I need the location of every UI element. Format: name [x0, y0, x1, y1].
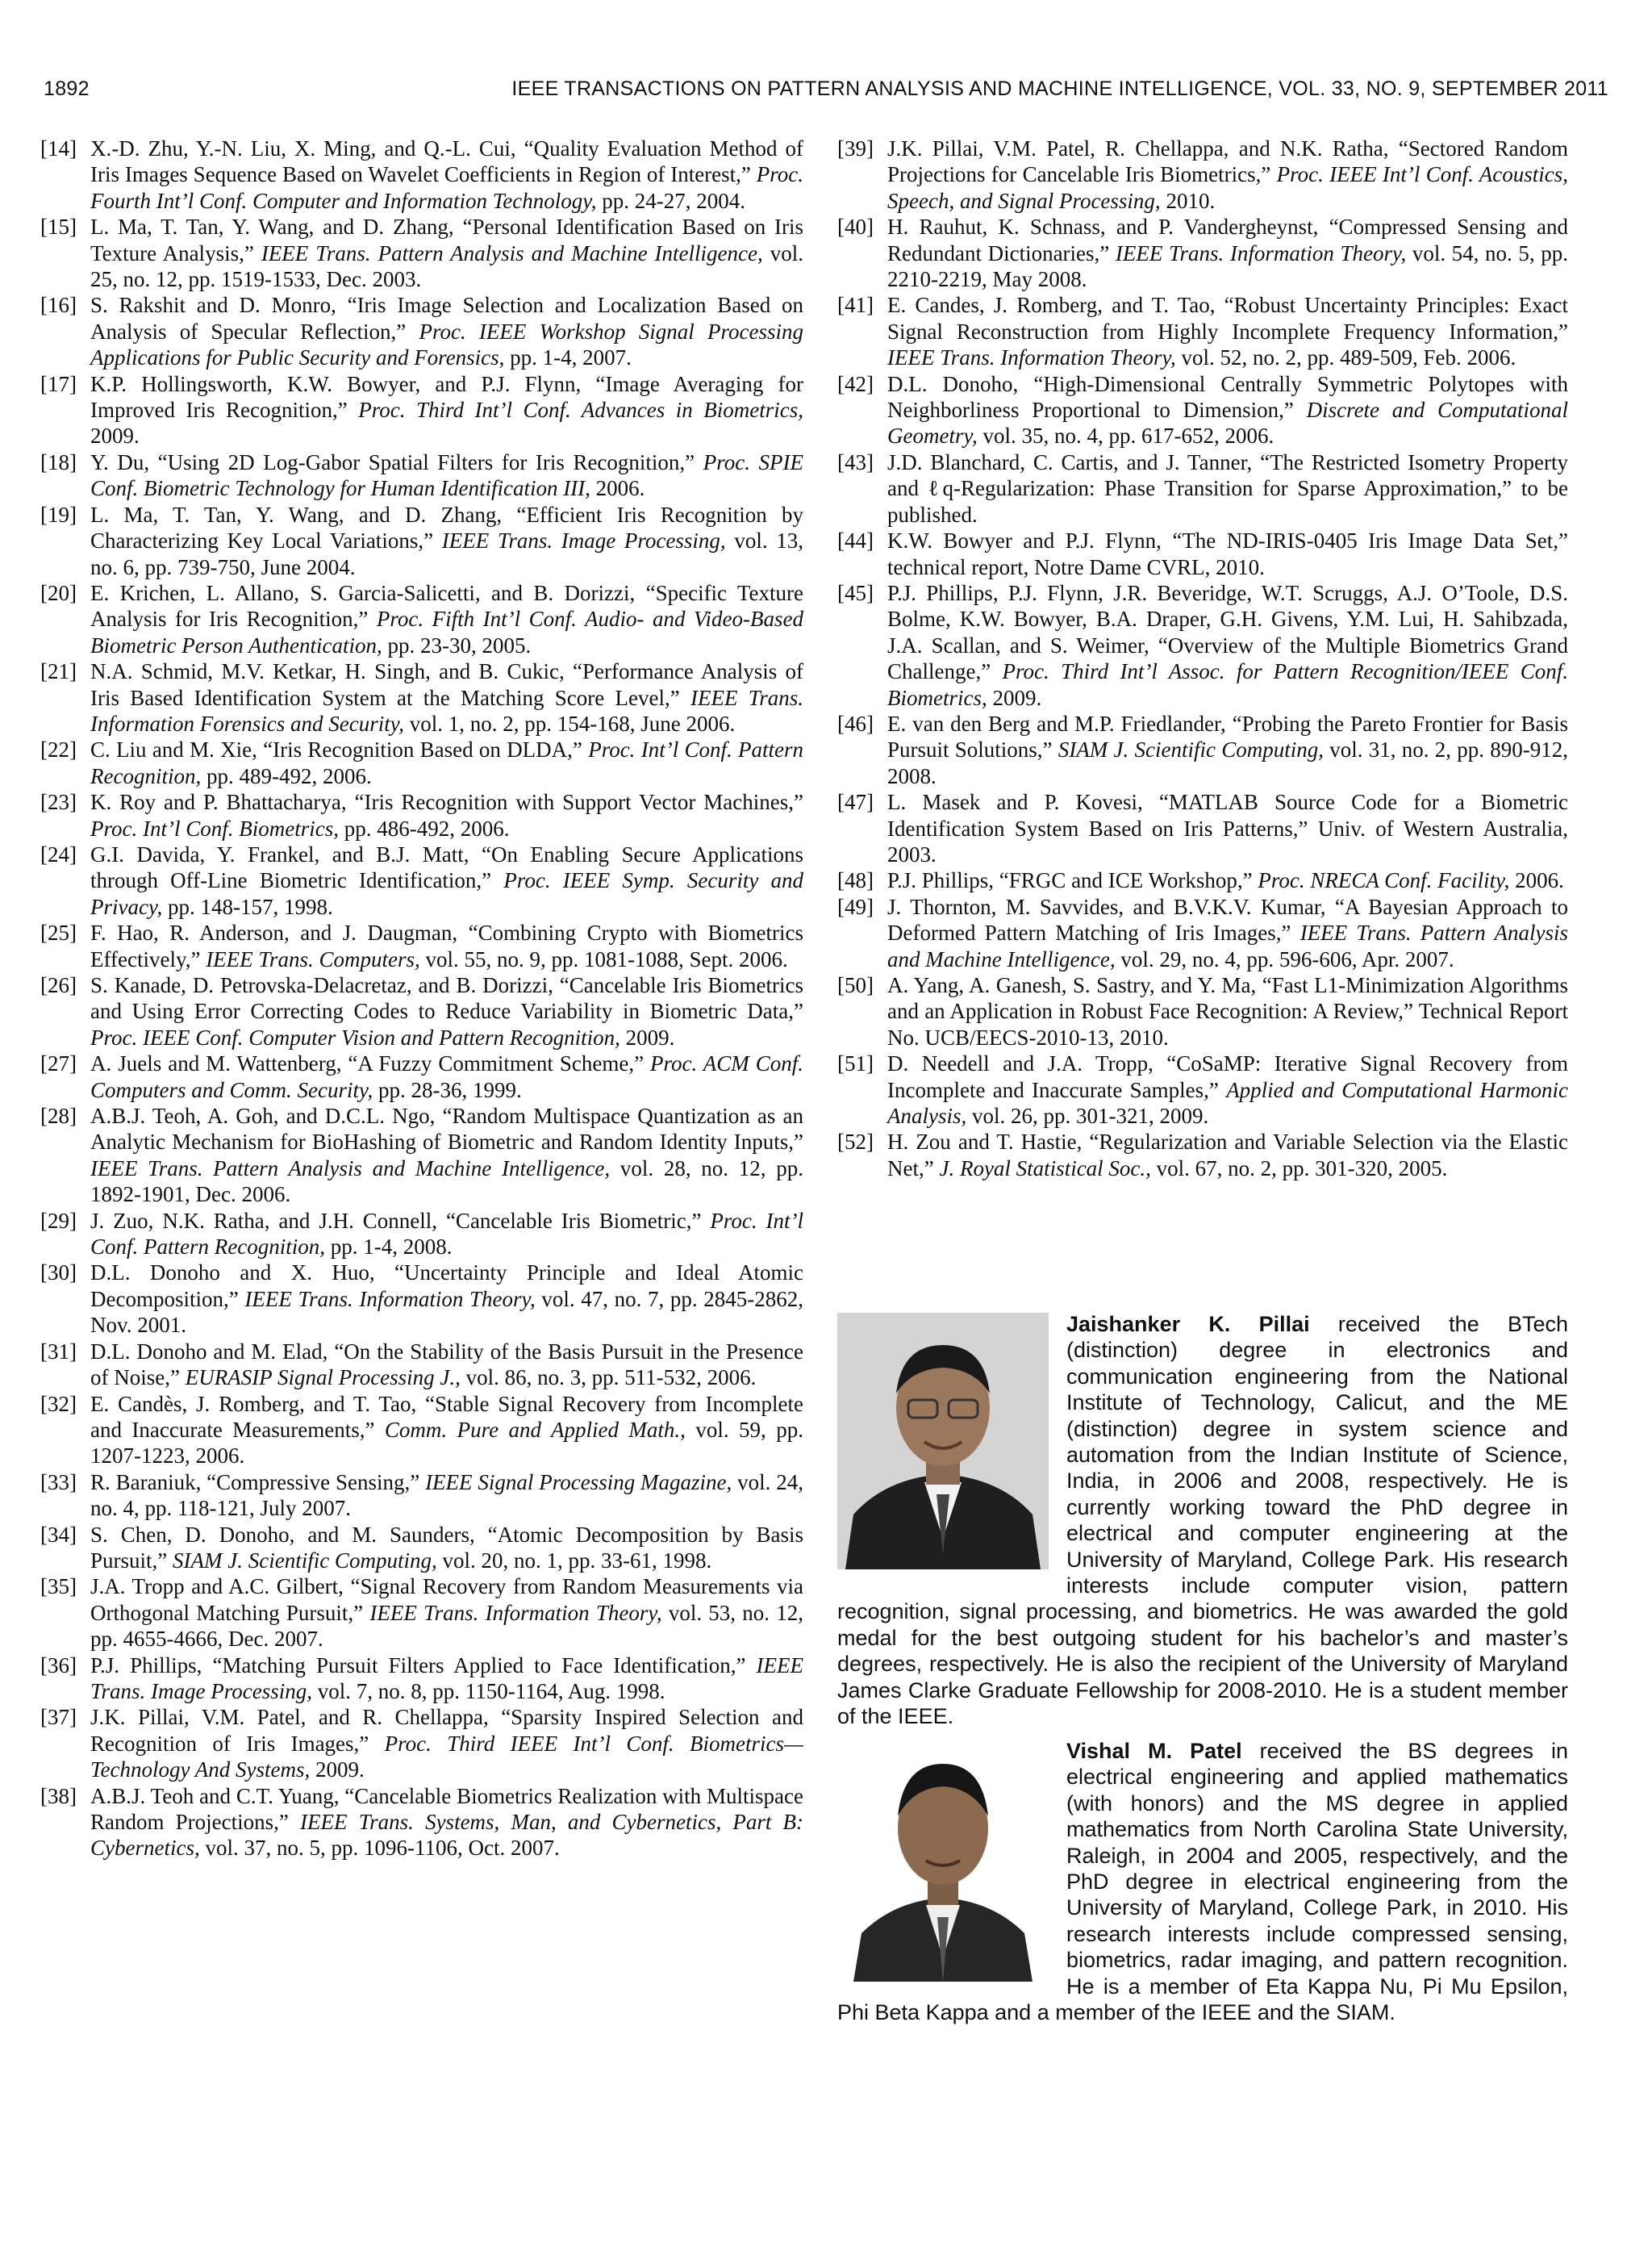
- reference-venue: IEEE Trans. Information Forensics and Security,: [90, 685, 803, 736]
- reference-venue: Proc. IEEE Conf. Computer Vision and Pattern Recognition,: [90, 1025, 620, 1050]
- reference-venue: Proc. NRECA Conf. Facility,: [1258, 868, 1510, 893]
- reference-number: [33]: [40, 1469, 77, 1494]
- reference-text: J. Thornton, M. Savvides, and B.V.K.V. Kumar, “A Bayesian Approach to Deformed Pattern Matching of Iris Images,”: [887, 894, 1568, 946]
- reference-text: E. Candes, J. Romberg, and T. Tao, “Robust Uncertainty Principles: Exact Signal Reconstruction from Highly Incomplete Frequency Information,”: [887, 293, 1568, 344]
- reference-details: vol. 28, no. 12, pp. 1892-1901, Dec. 2006.: [90, 1155, 803, 1207]
- reference-venue: Applied and Computational Harmonic Analysis,: [887, 1077, 1569, 1129]
- reference-number: [29]: [40, 1208, 77, 1233]
- reference-text: H. Zou and T. Hastie, “Regularization and Variable Selection via the Elastic Net,”: [887, 1130, 1568, 1180]
- reference-entry: [837, 1051, 1568, 1129]
- references-left-column: [40, 136, 803, 1861]
- reference-number: [21]: [40, 659, 77, 684]
- reference-entry: [837, 1129, 1568, 1181]
- reference-number: [49]: [837, 894, 874, 919]
- reference-number: [41]: [837, 293, 874, 318]
- reference-details: vol. 37, no. 5, pp. 1096-1106, Oct. 2007.: [199, 1836, 560, 1861]
- reference-details: vol. 59, pp. 1207-1223, 2006.: [90, 1417, 803, 1468]
- reference-text: D.L. Donoho, “High-Dimensional Centrally Symmetric Polytopes with Neighborliness Proportional to Dimension,”: [887, 371, 1568, 423]
- reference-text: A.B.J. Teoh, A. Goh, and D.C.L. Ngo, “Random Multispace Quantization as an Analytic Mechanism for BioHashing of Biometric and Random Identity Inputs,”: [90, 1104, 803, 1155]
- bio-patel: [837, 1738, 1568, 2025]
- reference-text: Y. Du, “Using 2D Log-Gabor Spatial Filters for Iris Recognition,”: [90, 449, 703, 474]
- reference-venue: IEEE Trans. Systems, Man, and Cybernetics, Part B: Cybernetics,: [90, 1810, 803, 1861]
- reference-entry: [40, 214, 803, 292]
- reference-number: [28]: [40, 1104, 77, 1129]
- reference-venue: Proc. IEEE Symp. Security and Privacy,: [90, 868, 803, 919]
- reference-number: [47]: [837, 790, 874, 815]
- page-number: 1892: [44, 77, 90, 100]
- reference-entry: [40, 1208, 803, 1260]
- reference-text: X.-D. Zhu, Y.-N. Liu, X. Ming, and Q.-L. Cui, “Quality Evaluation Method of Iris Images Sequence Based on Wavelet Coefficients in Region of Interest,”: [90, 136, 803, 187]
- reference-details: vol. 55, no. 9, pp. 1081-1088, Sept. 2006.: [419, 946, 788, 971]
- reference-entry: [40, 789, 803, 842]
- reference-venue: IEEE Trans. Pattern Analysis and Machine Intelligence,: [887, 921, 1568, 971]
- reference-entry: [837, 711, 1568, 789]
- reference-details: vol. 26, pp. 301-321, 2009.: [966, 1104, 1209, 1129]
- reference-text: S. Kanade, D. Petrovska-Delacretaz, and B. Dorizzi, “Cancelable Iris Biometrics and Using Error Correcting Codes to Reduce Variability in Biometric Data,”: [90, 973, 803, 1024]
- reference-details: 2009.: [310, 1757, 365, 1782]
- reference-text: A. Juels and M. Wattenberg, “A Fuzzy Commitment Scheme,”: [90, 1051, 651, 1076]
- reference-number: [32]: [40, 1391, 77, 1416]
- reference-details: 2006.: [590, 476, 645, 501]
- reference-details: vol. 47, no. 7, pp. 2845-2862, Nov. 2001.: [90, 1286, 804, 1338]
- reference-venue: Proc. Third Int’l Assoc. for Pattern Recognition/IEEE Conf. Biometrics,: [887, 659, 1568, 710]
- reference-venue: Proc. IEEE Int’l Conf. Acoustics, Speech, and Signal Processing,: [887, 162, 1568, 213]
- reference-number: [30]: [40, 1260, 77, 1285]
- reference-details: vol. 13, no. 6, pp. 739-750, June 2004.: [90, 528, 803, 579]
- reference-text: J. Zuo, N.K. Ratha, and J.H. Connell, “Cancelable Iris Biometric,”: [90, 1208, 711, 1233]
- reference-entry: [40, 1051, 803, 1103]
- reference-number: [44]: [837, 528, 874, 554]
- author-name-patel: Vishal M. Patel: [1066, 1739, 1242, 1763]
- reference-entry: [40, 1339, 803, 1391]
- reference-number: [50]: [837, 973, 874, 997]
- reference-details: 2010.: [1160, 188, 1216, 213]
- reference-number: [17]: [40, 371, 77, 396]
- reference-text: E. Krichen, L. Allano, S. Garcia-Salicetti, and B. Dorizzi, “Specific Texture Analysis for Iris Recognition,”: [90, 580, 803, 632]
- reference-entry: [40, 920, 803, 972]
- reference-venue: Proc. Int’l Conf. Pattern Recognition,: [90, 737, 804, 788]
- reference-entry: [837, 972, 1568, 1051]
- reference-number: [46]: [837, 711, 874, 736]
- reference-venue: SIAM J. Scientific Computing,: [1058, 737, 1324, 762]
- reference-text: J.K. Pillai, V.M. Patel, and R. Chellappa, “Sparsity Inspired Selection and Recognition of Iris Images,”: [90, 1705, 803, 1756]
- reference-details: vol. 20, no. 1, pp. 33-61, 1998.: [436, 1548, 712, 1573]
- reference-text: E. Candès, J. Romberg, and T. Tao, “Stable Signal Recovery from Incomplete and Inaccurate Measurements,”: [90, 1391, 803, 1442]
- reference-number: [38]: [40, 1783, 77, 1808]
- reference-number: [15]: [40, 215, 77, 240]
- reference-venue: Proc. ACM Conf. Computers and Comm. Security,: [90, 1051, 804, 1102]
- reference-entry: [40, 1260, 803, 1338]
- reference-venue: Proc. Int’l Conf. Biometrics,: [90, 816, 339, 841]
- reference-number: [40]: [837, 215, 874, 240]
- reference-number: [23]: [40, 790, 77, 815]
- reference-number: [22]: [40, 737, 77, 762]
- reference-number: [20]: [40, 580, 77, 605]
- reference-venue: Comm. Pure and Applied Math.,: [384, 1417, 686, 1442]
- reference-text: K.P. Hollingsworth, K.W. Bowyer, and P.J. Flynn, “Image Averaging for Improved Iris Recognition,”: [90, 371, 803, 423]
- reference-entry: [837, 371, 1568, 449]
- reference-text: J.A. Tropp and A.C. Gilbert, “Signal Recovery from Random Measurements via Orthogonal Matching Pursuit,”: [90, 1574, 803, 1625]
- reference-venue: Proc. SPIE Conf. Biometric Technology for Human Identification III,: [90, 449, 803, 501]
- reference-details: vol. 54, no. 5, pp. 2210-2219, May 2008.: [887, 240, 1568, 292]
- reference-text: S. Rakshit and D. Monro, “Iris Image Selection and Localization Based on Analysis of Specular Reflection,”: [90, 293, 803, 344]
- reference-text: E. van den Berg and M.P. Friedlander, “Probing the Pareto Frontier for Basis Pursuit Solutions,”: [887, 711, 1568, 762]
- reference-number: [27]: [40, 1051, 77, 1076]
- journal-header: IEEE TRANSACTIONS ON PATTERN ANALYSIS AND MACHINE INTELLIGENCE, VOL. 33, NO. 9, SEPTEMBER 2011: [511, 77, 1608, 100]
- reference-details: vol. 1, no. 2, pp. 154-168, June 2006.: [403, 711, 736, 736]
- reference-details: vol. 52, no. 2, pp. 489-509, Feb. 2006.: [1175, 345, 1516, 370]
- reference-details: pp. 1-4, 2007.: [504, 345, 632, 370]
- reference-text: P.J. Phillips, P.J. Flynn, J.R. Beveridge, W.T. Scruggs, A.J. O’Toole, D.S. Bolme, K.W. Bowyer, B.A. Draper, G.H. Givens, Y.M. Lui, H. Sahibzada, J.A. Scallan, and S. Weimer, “Overview of the Multiple Biometrics Grand Challenge,”: [887, 580, 1568, 684]
- reference-entry: [837, 136, 1568, 214]
- reference-entry: [40, 737, 803, 789]
- reference-text: L. Masek and P. Kovesi, “MATLAB Source Code for a Biometric Identification System Based on Iris Patterns,” Univ. of Western Australia, 2003.: [887, 790, 1568, 867]
- reference-details: 2009.: [620, 1025, 675, 1050]
- reference-text: R. Baraniuk, “Compressive Sensing,”: [90, 1469, 426, 1494]
- reference-entry: [40, 1573, 803, 1652]
- reference-venue: IEEE Trans. Information Theory,: [369, 1600, 662, 1625]
- references-right-column: [837, 136, 1568, 1181]
- reference-text: N.A. Schmid, M.V. Ketkar, H. Singh, and B. Cukic, “Performance Analysis of Iris Based Identification System at the Matching Score Level,”: [90, 659, 803, 710]
- reference-number: [43]: [837, 449, 874, 474]
- reference-number: [16]: [40, 293, 77, 318]
- bio-text-pillai: received the BTech (distinction) degree in electronics and communication engineering from the National Institute of Technology, Calicut, and the ME (distinction) degree in system science and automation from the Indian Institute of Science, India, in 2006 and 2008, respectively. He is currently working toward the PhD degree in electrical and computer engineering at the University of Maryland, College Park. His research interests include computer vision, pattern recognition, signal processing, and biometrics. He was awarded the gold medal for the best outgoing student for his bachelor’s and master’s degrees, respectively. He is also the recipient of the University of Maryland James Clarke Graduate Fellowship for 2008-2010. He is a student member of the IEEE.: [837, 1312, 1568, 1729]
- reference-venue: Proc. Third IEEE Int’l Conf. Biometrics—Technology And Systems,: [90, 1731, 803, 1782]
- reference-text: F. Hao, R. Anderson, and J. Daugman, “Combining Crypto with Biometrics Effectively,”: [90, 921, 803, 971]
- reference-details: pp. 486-492, 2006.: [338, 816, 510, 841]
- reference-text: C. Liu and M. Xie, “Iris Recognition Based on DLDA,”: [90, 737, 589, 762]
- reference-details: vol. 29, no. 4, pp. 596-606, Apr. 2007.: [1115, 946, 1454, 971]
- author-photo-patel: [837, 1740, 1049, 1982]
- reference-details: pp. 24-27, 2004.: [596, 188, 745, 213]
- reference-entry: [837, 894, 1568, 972]
- reference-text: K.W. Bowyer and P.J. Flynn, “The ND-IRIS-0405 Iris Image Data Set,” technical report, Notre Dame CVRL, 2010.: [887, 528, 1568, 579]
- reference-entry: [837, 292, 1568, 370]
- reference-number: [34]: [40, 1522, 77, 1547]
- reference-text: P.J. Phillips, “Matching Pursuit Filters Applied to Face Identification,”: [90, 1652, 757, 1677]
- reference-details: vol. 53, no. 12, pp. 4655-4666, Dec. 2007.: [90, 1600, 803, 1652]
- reference-entry: [40, 1522, 803, 1574]
- reference-number: [19]: [40, 502, 77, 527]
- reference-number: [25]: [40, 921, 77, 946]
- reference-text: J.K. Pillai, V.M. Patel, R. Chellappa, and N.K. Ratha, “Sectored Random Projections for Cancelable Iris Biometrics,”: [887, 136, 1568, 187]
- reference-text: S. Chen, D. Donoho, and M. Saunders, “Atomic Decomposition by Basis Pursuit,”: [90, 1522, 803, 1573]
- reference-venue: IEEE Trans. Information Theory,: [244, 1286, 536, 1311]
- reference-venue: IEEE Trans. Image Processing,: [90, 1652, 803, 1703]
- reference-venue: IEEE Trans. Information Theory,: [1115, 240, 1407, 265]
- reference-text: A. Yang, A. Ganesh, S. Sastry, and Y. Ma, “Fast L1-Minimization Algorithms and an Application in Robust Face Recognition: A Review,” Technical Report No. UCB/EECS-2010-13, 2010.: [887, 973, 1568, 1050]
- reference-venue: Discrete and Computational Geometry,: [887, 398, 1568, 449]
- reference-entry: [40, 136, 803, 214]
- reference-details: vol. 25, no. 12, pp. 1519-1533, Dec. 2003.: [90, 240, 804, 292]
- reference-number: [37]: [40, 1705, 77, 1730]
- author-photo-pillai: [837, 1313, 1049, 1569]
- reference-entry: [837, 449, 1568, 528]
- reference-text: J.D. Blanchard, C. Cartis, and J. Tanner, “The Restricted Isometry Property and ℓq-Regularization: Phase Transition for Sparse Approximation,” to be published.: [887, 449, 1568, 527]
- reference-entry: [40, 1469, 803, 1522]
- reference-venue: Proc. Int’l Conf. Pattern Recognition,: [90, 1208, 804, 1260]
- reference-number: [36]: [40, 1652, 77, 1677]
- reference-entry: [40, 1783, 803, 1861]
- reference-entry: [40, 1103, 803, 1208]
- reference-details: vol. 35, no. 4, pp. 617-652, 2006.: [977, 424, 1274, 449]
- reference-text: D.L. Donoho and X. Huo, “Uncertainty Principle and Ideal Atomic Decomposition,”: [90, 1260, 803, 1311]
- reference-venue: IEEE Trans. Computers,: [206, 946, 420, 971]
- reference-entry: [40, 580, 803, 658]
- reference-venue: IEEE Trans. Pattern Analysis and Machine Intelligence,: [261, 240, 763, 265]
- reference-number: [18]: [40, 449, 77, 474]
- reference-number: [24]: [40, 842, 77, 867]
- reference-venue: SIAM J. Scientific Computing,: [173, 1548, 437, 1573]
- reference-details: 2006.: [1509, 868, 1564, 893]
- reference-entry: [40, 1391, 803, 1469]
- reference-venue: Proc. IEEE Workshop Signal Processing Applications for Public Security and Forensics,: [90, 319, 803, 370]
- reference-entry: [40, 842, 803, 920]
- reference-text: P.J. Phillips, “FRGC and ICE Workshop,”: [887, 868, 1258, 893]
- reference-details: vol. 31, no. 2, pp. 890-912, 2008.: [887, 737, 1568, 788]
- reference-details: vol. 67, no. 2, pp. 301-320, 2005.: [1150, 1155, 1448, 1180]
- reference-venue: EURASIP Signal Processing J.,: [185, 1365, 461, 1390]
- reference-number: [48]: [837, 868, 874, 893]
- reference-details: vol. 86, no. 3, pp. 511-532, 2006.: [460, 1365, 757, 1390]
- reference-entry: [837, 867, 1568, 893]
- reference-number: [45]: [837, 580, 874, 605]
- reference-text: L. Ma, T. Tan, Y. Wang, and D. Zhang, “Efficient Iris Recognition by Characterizing Key Local Variations,”: [90, 502, 803, 554]
- reference-number: [14]: [40, 136, 77, 161]
- bio-pillai: [837, 1311, 1568, 1730]
- reference-number: [26]: [40, 973, 77, 997]
- reference-entry: [40, 502, 803, 580]
- reference-entry: [40, 292, 803, 370]
- reference-venue: IEEE Signal Processing Magazine,: [425, 1469, 732, 1494]
- reference-number: [42]: [837, 371, 874, 396]
- reference-entry: [40, 972, 803, 1051]
- bio-text-patel: received the BS degrees in electrical engineering and applied mathematics (with honors) and the MS degree in applied mathematics from North Carolina State University, Raleigh, in 2004 and 2005, respectively, and the PhD degree in electrical engineering from the University of Maryland, College Park, in 2010. His research interests include compressed sensing, biometrics, radar imaging, and pattern recognition. He is a member of Eta Kappa Nu, Pi Mu Epsilon, Phi Beta Kappa and a member of the IEEE and the SIAM.: [837, 1739, 1568, 2025]
- reference-text: D.L. Donoho and M. Elad, “On the Stability of the Basis Pursuit in the Presence of Noise,”: [90, 1339, 803, 1390]
- reference-entry: [837, 214, 1568, 292]
- reference-text: L. Ma, T. Tan, Y. Wang, and D. Zhang, “Personal Identification Based on Iris Texture Analysis,”: [90, 215, 803, 265]
- reference-text: D. Needell and J.A. Tropp, “CoSaMP: Iterative Signal Recovery from Incomplete and Inaccurate Samples,”: [887, 1051, 1568, 1102]
- reference-details: pp. 148-157, 1998.: [162, 894, 333, 919]
- reference-details: pp. 28-36, 1999.: [373, 1077, 522, 1102]
- reference-entry: [837, 580, 1568, 711]
- reference-venue: IEEE Trans. Image Processing,: [441, 528, 726, 554]
- reference-number: [39]: [837, 136, 874, 161]
- reference-text: G.I. Davida, Y. Frankel, and B.J. Matt, “On Enabling Secure Applications through Off-Line Biometric Identification,”: [90, 842, 803, 893]
- reference-entry: [837, 528, 1568, 580]
- reference-entry: [837, 789, 1568, 867]
- reference-entry: [40, 449, 803, 502]
- reference-number: [35]: [40, 1574, 77, 1599]
- reference-details: vol. 24, no. 4, pp. 118-121, July 2007.: [90, 1469, 803, 1521]
- reference-venue: IEEE Trans. Pattern Analysis and Machine Intelligence,: [90, 1155, 611, 1180]
- author-name-pillai: Jaishanker K. Pillai: [1066, 1312, 1310, 1336]
- reference-entry: [40, 1704, 803, 1782]
- reference-details: pp. 489-492, 2006.: [201, 763, 372, 788]
- reference-venue: Proc. Fourth Int’l Conf. Computer and Information Technology,: [90, 162, 803, 213]
- reference-venue: Proc. Third Int’l Conf. Advances in Biometrics,: [358, 398, 803, 423]
- reference-entry: [40, 1652, 803, 1705]
- reference-number: [51]: [837, 1051, 874, 1076]
- reference-entry: [40, 371, 803, 449]
- reference-number: [31]: [40, 1339, 77, 1364]
- reference-details: pp. 23-30, 2005.: [382, 633, 532, 658]
- reference-venue: Proc. Fifth Int’l Conf. Audio- and Video-Based Biometric Person Authentication,: [90, 607, 803, 658]
- running-header: [31, 77, 1621, 107]
- reference-details: pp. 1-4, 2008.: [324, 1235, 453, 1260]
- reference-venue: J. Royal Statistical Soc.,: [939, 1155, 1151, 1180]
- reference-text: K. Roy and P. Bhattacharya, “Iris Recognition with Support Vector Machines,”: [90, 790, 803, 815]
- reference-details: 2009.: [90, 424, 140, 449]
- reference-entry: [40, 658, 803, 737]
- reference-details: vol. 7, no. 8, pp. 1150-1164, Aug. 1998.: [312, 1678, 665, 1703]
- reference-details: 2009.: [987, 685, 1042, 710]
- reference-text: A.B.J. Teoh and C.T. Yuang, “Cancelable Biometrics Realization with Multispace Random Projections,”: [90, 1783, 803, 1834]
- reference-text: H. Rauhut, K. Schnass, and P. Vandergheynst, “Compressed Sensing and Redundant Dictionaries,”: [887, 215, 1568, 265]
- reference-venue: IEEE Trans. Information Theory,: [887, 345, 1176, 370]
- reference-number: [52]: [837, 1130, 874, 1155]
